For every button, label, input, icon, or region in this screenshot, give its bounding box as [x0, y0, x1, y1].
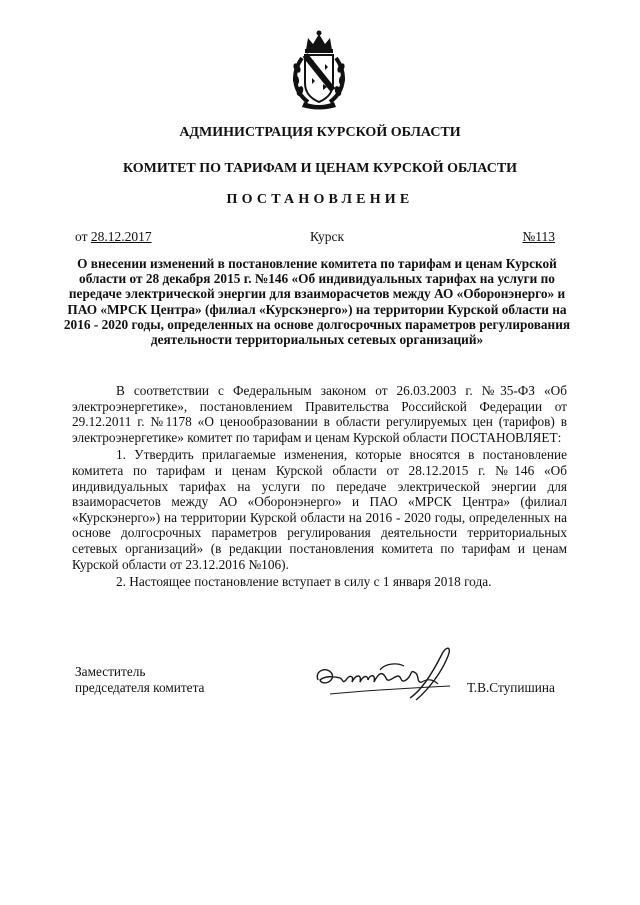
position-line-1: Заместитель [75, 664, 146, 679]
handwritten-signature-icon [310, 640, 460, 706]
committee-header: КОМИТЕТ ПО ТАРИФАМ И ЦЕНАМ КУРСКОЙ ОБЛАСТИ [122, 161, 518, 176]
document-body [72, 383, 567, 590]
preamble-paragraph: В соответствии с Федеральным законом от 26.03.2003 г. №35-ФЗ «Об электроэнергетике», постановлением Правительства Российской Федерации от 29.12.2011 г. №1178 «О ценообразовании в области регулируемых цен (тарифов) в электроэнергетике» комитет по тарифам и ценам Курской области ПОСТАНОВЛЯЕТ: [72, 383, 567, 445]
document-title: О внесении изменений в постановление комитета по тарифам и ценам Курской области от 28 декабря 2015 г. №146 «Об индивидуальных тарифах на услуги по передаче электрической энергии для взаиморасчетов между АО «Оборонэнерго» и ПАО «МРСК Центра» (филиал «Курскэнерго») на территории Курской области на 2016 - 2020 годы, определенных на основе долгосрочных параметров регулирования деятельности территориальных сетевых организаций» [63, 256, 571, 348]
document-type: ПОСТАНОВЛЕНИЕ [226, 192, 414, 207]
signatory-position [75, 664, 204, 696]
administration-header: АДМИНИСТРАЦИЯ КУРСКОЙ ОБЛАСТИ [179, 125, 461, 140]
document-number: №113 [522, 229, 555, 244]
item-1-paragraph: 1. Утвердить прилагаемые изменения, которые вносятся в постановление комитета по тарифам и ценам Курской области от 28.12.2015 г. №146 «Об индивидуальных тарифах на услуги по передаче электрической энергии для взаиморасчетов между АО «Оборонэнерго» и ПАО «МРСК Центра» (филиал «Курскэнерго») на территории Курской области на 2016 - 2020 годы, определенных на основе долгосрочных параметров регулирования деятельности территориальных сетевых организаций» (в редакции постановления комитета по тарифам и ценам Курской области от 23.12.2016 №106). [72, 447, 567, 572]
document-date: от 28.12.2017 [75, 229, 152, 244]
document-city: Курск [310, 229, 345, 244]
date-number-line [75, 229, 555, 247]
position-line-2: председателя комитета [75, 680, 205, 695]
kursk-coat-of-arms-icon [290, 28, 348, 110]
signatory-name: Т.В.Ступишина [467, 680, 555, 695]
item-2-paragraph: 2. Настоящее постановление вступает в силу с 1 января 2018 года. [116, 574, 492, 590]
